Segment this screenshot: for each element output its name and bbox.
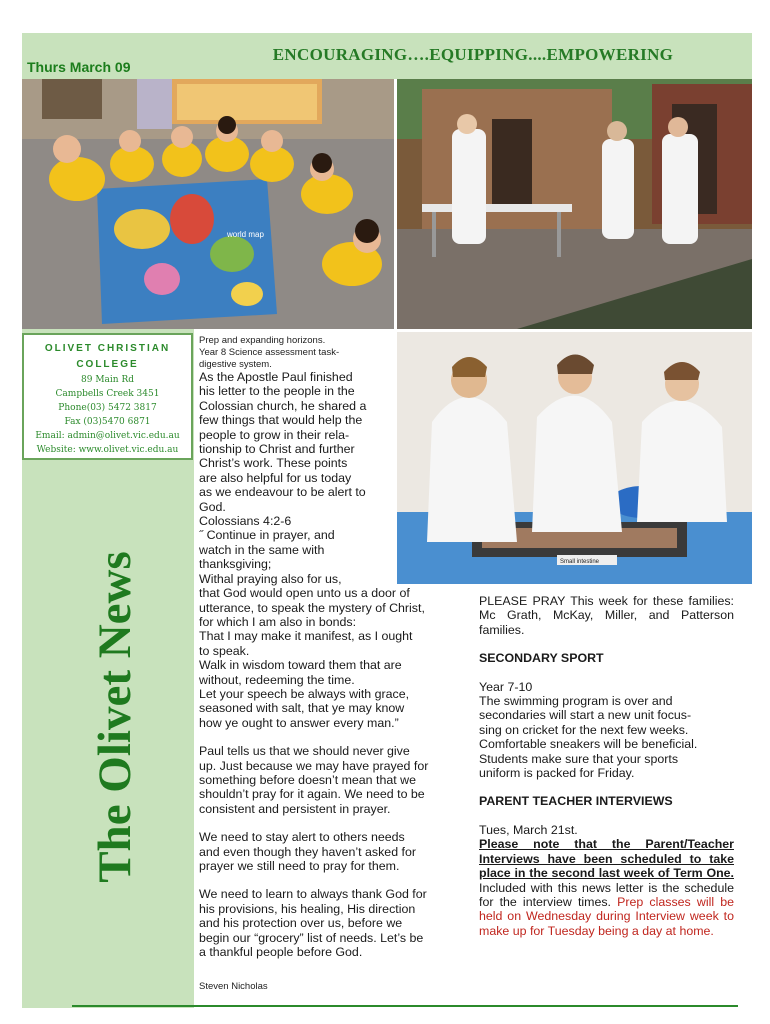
text-line: We need to learn to always thank God for [199, 887, 427, 902]
verse-reference: Colossians 4:2-6 [199, 514, 292, 529]
text-line: We need to stay alert to others needs [199, 830, 405, 845]
notices-column [479, 594, 734, 938]
masthead-container [40, 470, 180, 990]
text-line: up. Just because we may have prayed for [199, 758, 429, 773]
text-line: Let your speech be always with grace, [199, 686, 410, 701]
text-line: consistent and persistent in prayer. [199, 801, 391, 816]
text-line: That I may make it manifest, as I ought [199, 629, 413, 644]
pti-normal-text: Included with this news letter is the schedule for the interview times. [479, 880, 734, 909]
school-email: Email: admin@olivet.vic.edu.au [35, 431, 180, 441]
text-line: seasoned with salt, that ye may know [199, 701, 405, 716]
masthead-title: The Olivet News [89, 551, 141, 883]
school-fax: Fax (03)5470 6871 [64, 417, 151, 427]
issue-date: Thurs March 09 [27, 59, 131, 75]
verse-continued [199, 586, 464, 730]
text-line: people to grow in their rela- [199, 427, 350, 442]
text-line: secondaries will start a new unit focus- [479, 708, 692, 723]
photo-science-students-outdoors [397, 79, 752, 329]
text-line: how ye ought to answer every man.” [199, 715, 399, 730]
devotional-article [199, 370, 464, 959]
text-line: are also helpful for us today [199, 470, 352, 485]
text-line: without, redeeming the time. [199, 672, 355, 687]
author-signature: Steven Nicholas [199, 981, 268, 992]
photo-caption [199, 335, 394, 371]
headline-banner: ENCOURAGING….EQUIPPING....EMPOWERING [272, 45, 674, 64]
text-line: ˝ Continue in prayer, and [199, 528, 335, 543]
school-website: Website: www.olivet.vic.edu.au [36, 445, 179, 455]
pti-notice [479, 837, 734, 938]
text-line: prayer we still need to pray for them. [199, 859, 400, 873]
text-line: few things that would help the [199, 413, 363, 428]
text-line: Christ’s work. These points [199, 456, 348, 471]
sport-heading: SECONDARY SPORT [479, 651, 604, 666]
map-label-text: world map [227, 230, 264, 239]
text-line: as we endeavour to be alert to [199, 485, 366, 500]
caption-line: Prep and expanding horizons. [199, 335, 326, 346]
text-line: Withal praying also for us, [199, 571, 342, 586]
text-line: something before doesn’t mean that we [199, 772, 416, 787]
text-line: uniform is packed for Friday. [479, 766, 635, 781]
text-line: Paul tells us that we should never give [199, 744, 410, 759]
article-paragraph-4 [199, 887, 464, 959]
caption-line: digestive system. [199, 359, 272, 370]
school-contact-box [22, 333, 193, 460]
text-line: sing on cricket for the next few weeks. [479, 722, 689, 737]
text-line: that God would open unto us a door of [199, 586, 410, 601]
pti-heading: PARENT TEACHER INTERVIEWS [479, 794, 673, 809]
school-address2: Campbells Creek 3451 [55, 389, 160, 399]
text-line: to speak. [199, 643, 250, 658]
text-line: and even though they haven’t asked for [199, 844, 416, 859]
pti-red-text: Prep classes will be held on Wednesday during Interview week to make up for Tuesday being a day at home. [479, 894, 734, 938]
text-line: The swimming program is over and [479, 694, 673, 709]
text-line: Comfortable sneakers will be beneficial. [479, 737, 698, 752]
text-line: and his protection over us, before we [199, 916, 403, 931]
article-paragraph-3 [199, 830, 464, 873]
text-line: for which I am also in bonds: [199, 614, 357, 629]
text-line: Walk in wisdom toward them that are [199, 658, 402, 673]
pti-date: Tues, March 21st. [479, 822, 578, 837]
photo-prep-children-map [22, 79, 394, 329]
text-line: his provisions, his healing, His direction [199, 901, 416, 916]
text-line: tionship to Christ and further [199, 442, 355, 457]
prayer-notice: PLEASE PRAY This week for these families: Mc Grath, McKay, Miller, and Patterson families. [479, 594, 734, 637]
text-line: As the Apostle Paul finished [199, 370, 353, 384]
tray-label-text: Small intestine [560, 559, 600, 565]
school-address1: 89 Main Rd [81, 375, 134, 385]
text-line: utterance, to speak the mystery of Christ, [199, 600, 425, 615]
text-line: Colossian church, he shared a [199, 398, 367, 413]
text-line: a thankful people before God. [199, 945, 363, 960]
article-intro [199, 370, 394, 586]
text-line: Students make sure that your sports [479, 751, 679, 766]
text-line: watch in the same with [199, 542, 325, 557]
text-line: thanksgiving; [199, 557, 272, 572]
school-name-line1: OLIVET CHRISTIAN [44, 343, 171, 354]
school-name-line2: COLLEGE [76, 359, 139, 370]
sport-year: Year 7-10 [479, 679, 533, 694]
text-line: shouldn’t pray for it again. We need to be [199, 787, 425, 802]
text-line: God. [199, 499, 226, 514]
pti-underlined-text: Please note that the Parent/Teacher Interviews have been scheduled to take place in the second last week of Term One. [479, 837, 734, 881]
article-paragraph-2 [199, 744, 464, 816]
bottom-rule [72, 1005, 738, 1007]
school-phone: Phone(03) 5472 3817 [58, 403, 157, 413]
text-line: his letter to the people in the [199, 384, 355, 399]
text-line: begin our “grocery” list of needs. Let’s be [199, 930, 424, 945]
caption-line: Year 8 Science assessment task- [199, 347, 340, 358]
